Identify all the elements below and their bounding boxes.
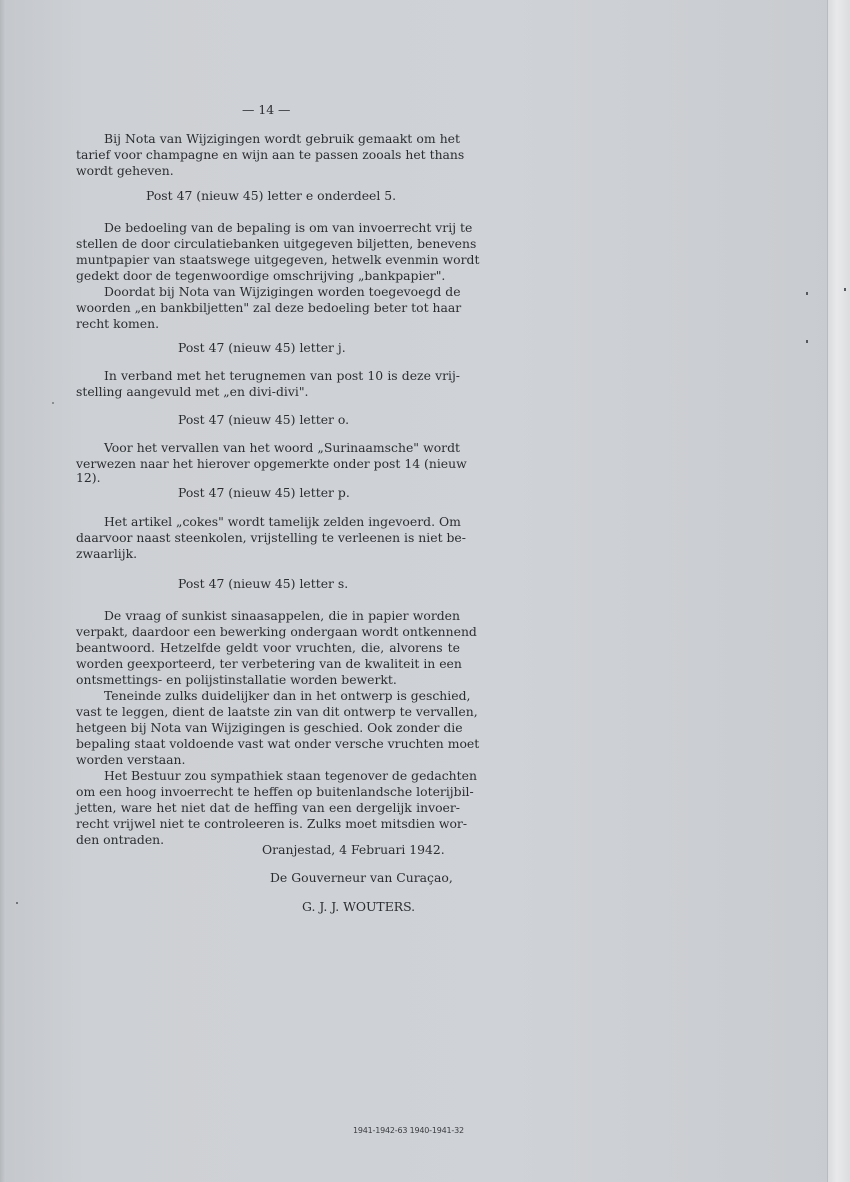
paragraph-line: stellen de door circulatiebanken uitgegeven biljetten, benevens [76, 236, 477, 251]
paragraph-line: zwaarlijk. [76, 546, 138, 561]
place-date: Oranjestad, 4 Februari 1942. [262, 842, 445, 857]
paragraph-line: recht vrijwel niet te controleeren is. Zulks moet mitsdien wor- [76, 816, 468, 831]
paragraph-line: bepaling staat voldoende vast wat onder versche vruchten moet [76, 736, 480, 751]
section-heading: Post 47 (nieuw 45) letter s. [178, 576, 349, 591]
paragraph-line: hetgeen bij Nota van Wijzigingen is geschied. Ook zonder die [76, 720, 463, 735]
paragraph-line: woorden „en bankbiljetten" zal deze bedoeling beter tot haar [76, 300, 462, 315]
paragraph-line: De bedoeling van de bepaling is om van invoerrecht vrij te [104, 220, 473, 235]
page-number: — 14 — [242, 102, 291, 117]
section-heading: Post 47 (nieuw 45) letter p. [178, 485, 350, 500]
paragraph-line: verpakt, daardoor een bewerking ondergaan wordt ontkennend [76, 624, 477, 639]
paragraph-line: wordt geheven. [76, 163, 174, 178]
scan-speck [806, 292, 808, 295]
paragraph-line: Het artikel „cokes" wordt tamelijk zelden ingevoerd. Om [104, 514, 461, 529]
scan-speck [806, 340, 808, 343]
paragraph-line: De vraag of sunkist sinaasappelen, die in papier worden [104, 608, 460, 623]
paragraph-line: Voor het vervallen van het woord „Surinaamsche" wordt [104, 440, 460, 455]
paragraph-line: daarvoor naast steenkolen, vrijstelling te verleenen is niet be- [76, 530, 466, 545]
print-code: 1941-1942-63 1940-1941-32 [353, 1126, 464, 1135]
paragraph-line: worden verstaan. [76, 752, 186, 767]
paragraph-line: Het Bestuur zou sympathiek staan tegenover de gedachten [104, 768, 477, 783]
paragraph-line: verwezen naar het hierover opgemerkte onder post 14 (nieuw [76, 456, 467, 471]
paragraph-line: worden geexporteerd, ter verbetering van de kwaliteit in een [76, 656, 462, 671]
paragraph-line: Teneinde zulks duidelijker dan in het ontwerp is geschied, [104, 688, 471, 703]
paragraph-line: beantwoord. Hetzelfde geldt voor vruchten, die, alvorens te [76, 640, 460, 655]
paragraph-line: Bij Nota van Wijzigingen wordt gebruik gemaakt om het [104, 131, 460, 146]
section-heading: Post 47 (nieuw 45) letter e onderdeel 5. [146, 188, 397, 203]
paragraph-line: tarief voor champagne en wijn aan te passen zooals het thans [76, 147, 465, 162]
signature-name: G. J. J. WOUTERS. [302, 899, 416, 914]
paragraph-line: jetten, ware het niet dat de heffing van een dergelijk invoer- [76, 800, 460, 815]
paragraph-line: Doordat bij Nota van Wijzigingen worden toegevoegd de [104, 284, 461, 299]
paragraph-line: In verband met het terugnemen van post 10 is deze vrij- [104, 368, 460, 383]
paragraph-line: om een hoog invoerrecht te heffen op buitenlandsche loterijbil- [76, 784, 474, 799]
scan-speck [16, 902, 18, 904]
paragraph-line: den ontraden. [76, 832, 165, 847]
signatory-title: De Gouverneur van Curaçao, [270, 870, 453, 885]
paragraph-line: vast te leggen, dient de laatste zin van dit ontwerp te vervallen, [76, 704, 478, 719]
section-heading: Post 47 (nieuw 45) letter o. [178, 412, 350, 427]
paragraph-line: recht komen. [76, 316, 160, 331]
page-left-edge [0, 0, 6, 1182]
section-heading: Post 47 (nieuw 45) letter j. [178, 340, 346, 355]
scan-speck [844, 288, 846, 291]
paragraph-line: muntpapier van staatswege uitgegeven, hetwelk evenmin wordt [76, 252, 480, 267]
scan-speck [52, 402, 54, 404]
paragraph-line: 12). [76, 470, 101, 485]
page-right-strip [827, 0, 850, 1182]
paragraph-line: stelling aangevuld met „en divi-divi". [76, 384, 309, 399]
paragraph-line: gedekt door de tegenwoordige omschrijving „bankpapier". [76, 268, 446, 283]
paragraph-line: ontsmettings- en polijstinstallatie worden bewerkt. [76, 672, 397, 687]
